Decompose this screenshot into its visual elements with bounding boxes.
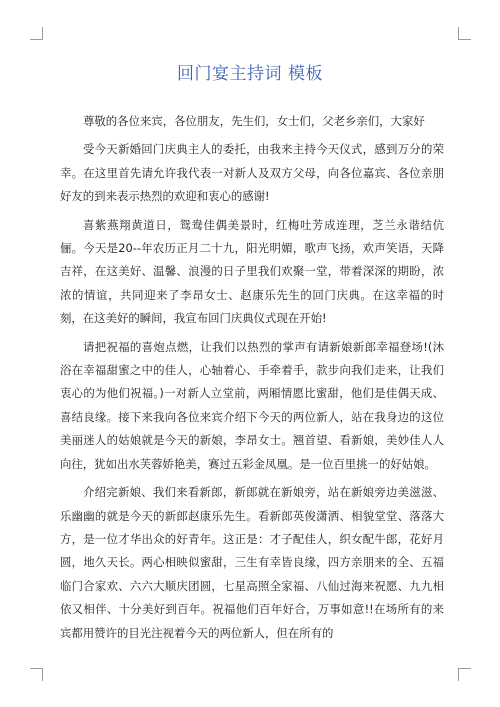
crop-mark-bottom-left	[30, 668, 43, 681]
paragraph-bride: 请把祝福的喜炮点燃，让我们以热烈的掌声有请新娘新郎幸福登场!(沐浴在幸福甜蜜之中的佳人，心轴着心、手牵着手，款步向我们走来，让我们衷心的为他们祝福。)一对新人立堂前，两厢情愿比蜜甜，他们是佳偶天成、喜结良缘。接下来我向各位来宾介绍下今天的两位新人，站在我身边的这位美丽迷人的姑娘就是今天的新娘，李昂女士。翘首望、看新娘，美妙佳人人向往，犹如出水芙蓉娇艳美，赛过五彩金凤凰。是一位百里挑一的好姑娘。	[60, 339, 444, 471]
document-title: 回门宴主持词 模板	[177, 64, 323, 84]
paragraph-introduction: 受今天新婚回门庆典主人的委托，由我来主持今天仪式，感到万分的荣幸。在这里首先请允许我代表一对新人及双方父母，向各位嘉宾、各位亲朋好友的到来表示热烈的欢迎和衷心的感谢!	[60, 142, 444, 204]
paragraph-opening: 喜紫燕翔黄道日，鸳鸯佳偶美景时，红梅吐芳成连理，芝兰永谐结伉俪。今天是20--年农历正月二十九，阳光明媚，歌声飞扬，欢声笑语，天降吉祥，在这美好、温馨、浪漫的日子里我们欢聚一堂，带着深深的期盼，浓浓的情谊，共同迎来了李昂女士、赵康乐先生的回门庆典。在这幸福的时刻，在这美好的瞬间，我宣布回门庆典仪式现在开始!	[60, 217, 444, 326]
crop-mark-top-left	[30, 27, 43, 40]
paragraph-greeting: 尊敬的各位来宾，各位朋友，先生们，女士们，父老乡亲们，大家好	[83, 114, 425, 128]
crop-mark-top-right	[458, 27, 471, 40]
paragraph-groom: 介绍完新娘、我们来看新郎，新郎就在新娘旁，站在新娘旁边美滋滋、乐幽幽的就是今天的新郎赵康乐先生。看新郎英俊潇洒、相貌堂堂、落落大方，是一位才华出众的好青年。这正是：才子配佳人，织女配牛郎，花好月圆，地久天长。两心相映似蜜甜，三生有幸皆良缘，四方亲朋来的全、五福临门合家欢、六六大顺庆团圆，七星高照全家福、八仙过海来祝愿、九九相依又相伴、十分美好到百年。祝福他们百年好合，万事如意!!在场所有的来宾都用赞许的目光注视着今天的两位新人，但在所有的	[60, 485, 444, 640]
crop-mark-bottom-right	[458, 668, 471, 681]
document-body	[60, 110, 444, 650]
